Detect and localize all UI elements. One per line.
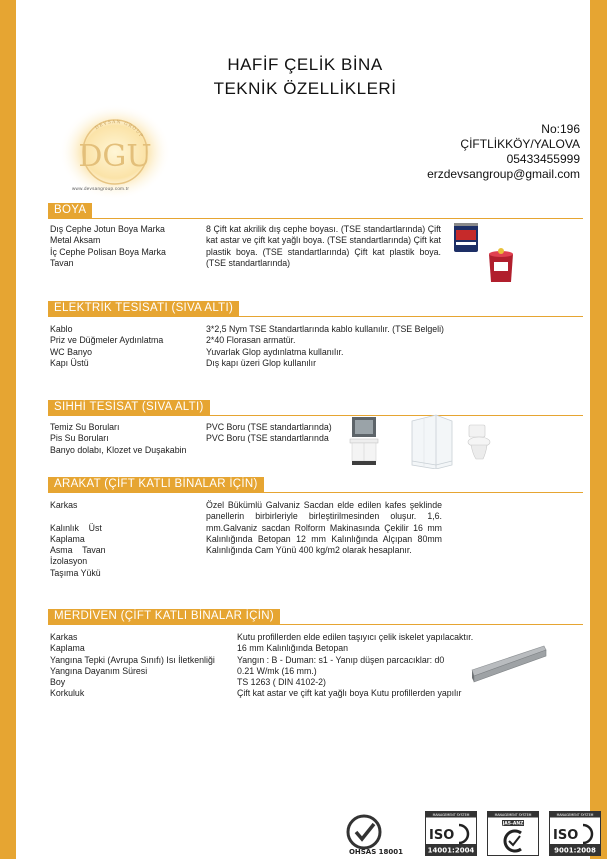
elektrik-value: 3*2,5 Nym TSE Standartlarında kablo kullanılır. (TSE Belgeli) [206,324,444,334]
merdiven-label: Yangına Tepki (Avrupa Sınıfı) Isı İletkenliği [50,654,215,665]
contact-number: No:196 [541,122,580,136]
sihhi-label: Pis Su Boruları [50,433,109,444]
iso9001-cert-badge [549,811,601,856]
iso14001-num: 14001:2004 [427,846,475,855]
section-divider [48,415,583,416]
section-divider [48,316,583,317]
merdiven-label: Korkuluk [50,688,85,699]
boya-label: Dış Cephe Jotun Boya Marka [50,224,165,234]
section-divider [48,492,583,493]
contact-email[interactable]: erzdevsangroup@gmail.com [427,167,580,181]
elektrik-value: Dış kapı üzeri Glop kullanılır [206,357,317,368]
arakat-label: Karkas [50,500,78,510]
boya-label: İç Cephe Polisan Boya Marka [50,246,166,257]
section-divider [48,218,583,219]
iso14001-top: MANAGEMENT SYSTEM [432,813,470,817]
section-heading-merdiven: MERDİVEN (ÇİFT KATLI BİNALAR İÇİN) [48,609,280,624]
merdiven-value: 16 mm Kalınlığında Betopan [237,643,349,654]
section-heading-boya: BOYA [48,203,92,218]
toilet-image [465,423,491,461]
merdiven-label: Yangına Dayanım Süresi [50,665,148,676]
contact-location: ÇİFTLİKKÖY/YALOVA [460,137,580,151]
right-accent-bar [590,0,607,859]
section-divider [48,624,583,625]
boya-description: 8 Çift kat akrilik dış cephe boyası. (TSE standartlarında) Çift kat astar ve çift kat yağlı boya. (TSE standartlarında) Çift kat plastik boya. (TSE standartlarında) Çift kat plastik boya. (TSE standartlarında) [206,224,441,268]
iso9001-iso: ISO [553,828,579,843]
bathroom-cabinet-image [349,415,379,467]
steel-profile-image [470,644,548,686]
section-heading-sihhi: SIHHİ TESİSAT (SIVA ALTI) [48,400,210,415]
iso9001-num: 9001:2008 [554,846,596,855]
boya-label: Metal Aksam [50,235,101,246]
elektrik-label: Priz ve Düğmeler Aydınlatma [50,335,164,346]
elektrik-value: 2*40 Florasan armatür. [206,335,296,346]
sihhi-value: PVC Boru (TSE standartlarında [206,433,329,444]
arakat-label: Taşıma Yükü [50,567,101,578]
merdiven-labels [50,632,215,700]
elektrik-label: Kapı Üstü [50,357,89,368]
contact-phone[interactable]: 05433455999 [506,152,580,166]
section-heading-elektrik: ELEKTRİK TESİSATI (SIVA ALTI) [48,301,239,316]
merdiven-label: Kaplama [50,643,85,654]
paint-bucket-image [486,248,516,284]
left-accent-bar [0,0,16,859]
elektrik-label: WC Banyo [50,346,93,357]
page-title-line-2: TEKNİK ÖZELLİKLERİ [213,79,397,98]
merdiven-label: Boy [50,677,66,688]
sihhi-labels [50,422,186,456]
shower-cabin-image [408,413,454,469]
elektrik-value: Yuvarlak Glop aydınlatma kullanılır. [206,346,344,357]
page-title-line-1: HAFİF ÇELİK BİNA [227,55,383,74]
jasanz-cert-badge [487,811,539,856]
merdiven-value: Kutu profillerden elde edilen taşıyıcı çelik iskelet yapılacaktır. [237,632,474,642]
merdiven-values [237,632,473,700]
merdiven-label: Karkas [50,632,78,642]
sihhi-values [206,422,332,445]
merdiven-value: Yangın : B - Duman: s1 - Yanıp düşen parcacıklar: d0 [237,654,445,665]
merdiven-value: TS 1263 ( DIN 4102-2) [237,677,326,688]
merdiven-value: 0.21 W/mk (16 mm.) [237,665,317,676]
elektrik-values [206,324,444,369]
arakat-description: Özel Bükümlü Galvaniz Sacdan elde edilen kafes şeklinde panellerin birbirleriyle birleştirilmesinden oluşur. 1,6. mm.Galvaniz sacdan Rolform Makinasında Çekilir 16 mm Kalınlığında Betopan 12 mm Kalınlığında Alçıpan 80mm Kalınlığında Cam Yünü 400 kg/m2 olarak hesaplanır. [206,500,442,556]
sihhi-value: PVC Boru (TSE standartlarında) [206,422,332,432]
merdiven-value: Çift kat astar ve çift kat yağlı boya Kutu profillerden yapılır [237,688,462,699]
sihhi-label: Banyo dolabı, Klozet ve Duşakabin [50,444,187,455]
sihhi-label: Temiz Su Boruları [50,422,120,432]
ohsas-label: OHSAS 18001 [348,848,404,856]
company-logo [58,100,173,200]
jasanz-label: JAS-ANZ [502,821,524,827]
arakat-label: Kalınlık Üst [50,522,102,533]
logo-arc-text: DEVSAN GROUP [94,120,144,140]
elektrik-labels [50,324,163,369]
logo-letters: DGU [78,139,152,174]
logo-url: www.devsangroup.com.tr [72,186,130,191]
iso9001-top: MANAGEMENT SYSTEM [556,813,594,817]
arakat-label: Asma Tavan [50,545,106,556]
boya-labels [50,224,166,269]
boya-label: Tavan [50,257,74,268]
paint-can-image [452,222,480,254]
iso14001-iso: ISO [429,828,455,843]
contact-block [427,122,580,182]
arakat-label: Kaplama [50,533,85,544]
jasanz-top: MANAGEMENT SYSTEM [494,813,532,817]
elektrik-label: Kablo [50,324,73,334]
ohsas-cert-badge [342,812,412,856]
section-heading-arakat: ARAKAT (ÇİFT KATLI BİNALAR İÇİN) [48,477,264,492]
arakat-labels [50,500,106,579]
iso14001-cert-badge [425,811,477,856]
arakat-label: İzolasyon [50,556,88,567]
